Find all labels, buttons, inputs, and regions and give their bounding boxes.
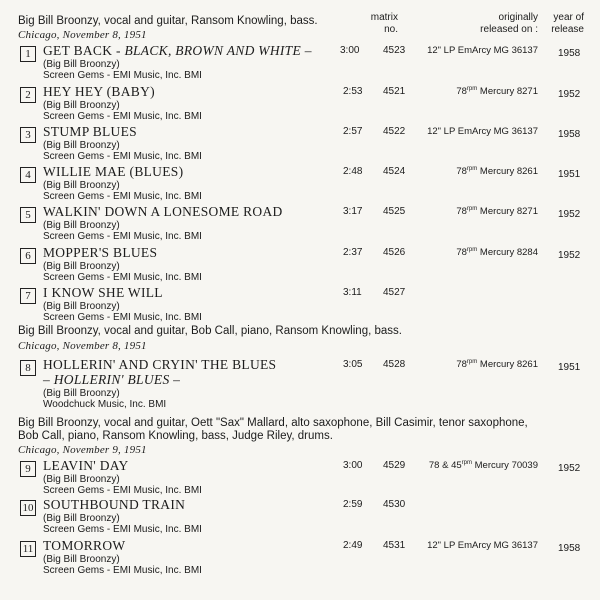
track-author: (Big Bill Broonzy) [43, 554, 120, 565]
release-format: 78 [456, 247, 467, 259]
track-author: (Big Bill Broonzy) [43, 301, 120, 312]
session-1-place: Chicago, November 8, 1951 [18, 29, 147, 41]
track-matrix: 4522 [383, 126, 406, 137]
track-matrix: 4525 [383, 206, 406, 217]
release-rpm: rpm [466, 166, 478, 172]
track-year: 1952 [558, 250, 581, 261]
track-release [400, 166, 538, 177]
track-title-main: TOMORROW [43, 538, 126, 553]
track-matrix: 4526 [383, 247, 406, 258]
track-title-main: I KNOW SHE WILL [43, 285, 163, 300]
track-publisher: Screen Gems - EMI Music, Inc. BMI [43, 111, 202, 122]
track-title-main: LEAVIN' DAY [43, 458, 129, 473]
track-title-main: GET BACK - [43, 43, 125, 58]
release-format: 78 [456, 359, 467, 371]
track-time: 2:48 [343, 166, 363, 177]
track-author: (Big Bill Broonzy) [43, 388, 120, 399]
track-title-main: HEY HEY (BABY) [43, 84, 155, 99]
track-release [400, 86, 538, 97]
release-format: 78 & 45 [428, 460, 462, 472]
session-2-personnel: Big Bill Broonzy, vocal and guitar, Bob Call, piano, Ransom Knowling, bass. [18, 325, 402, 337]
release-label: Mercury 8271 [477, 206, 538, 218]
track-number: 4 [20, 167, 36, 183]
track-author: (Big Bill Broonzy) [43, 513, 120, 524]
session-3-personnel-line1: Big Bill Broonzy, vocal and guitar, Oett "Sax" Mallard, alto saxophone, Bill Casimir, tenor saxophone, [18, 417, 528, 429]
matrix-header: matrix no. [370, 12, 398, 35]
track-title [43, 538, 125, 554]
track-time: 2:49 [343, 540, 363, 551]
track-author: (Big Bill Broonzy) [43, 180, 120, 191]
track-matrix: 4523 [383, 45, 406, 56]
track-number: 11 [20, 541, 36, 557]
track-title [43, 43, 312, 59]
track-year: 1952 [558, 209, 581, 220]
track-time: 2:37 [343, 247, 363, 258]
track-title-main: HOLLERIN' AND CRYIN' THE BLUES [43, 357, 277, 372]
track-title-main: MOPPER'S BLUES [43, 245, 158, 260]
track-title-alt: – HOLLERIN' BLUES – [43, 372, 181, 387]
track-year: 1951 [558, 169, 581, 180]
track-author: (Big Bill Broonzy) [43, 474, 120, 485]
release-format: 78 [456, 166, 467, 178]
track-title-main: WALKIN' DOWN A LONESOME ROAD [43, 204, 283, 219]
track-number: 9 [20, 461, 36, 477]
release-rpm: rpm [466, 86, 478, 92]
session-2-place: Chicago, November 8, 1951 [18, 340, 147, 352]
release-format: 12" LP EmArcy MG 36137 [427, 126, 538, 138]
track-time: 3:17 [343, 206, 363, 217]
session-1-personnel: Big Bill Broonzy, vocal and guitar, Ransom Knowling, bass. [18, 15, 318, 27]
track-title [43, 164, 183, 180]
release-rpm: rpm [461, 460, 472, 466]
track-author: (Big Bill Broonzy) [43, 59, 120, 70]
track-matrix: 4530 [383, 499, 406, 510]
track-title [43, 204, 283, 220]
track-year: 1958 [558, 129, 581, 140]
track-release [400, 45, 538, 56]
track-year: 1958 [558, 543, 581, 554]
track-publisher: Screen Gems - EMI Music, Inc. BMI [43, 485, 202, 496]
release-format: 78 [456, 86, 467, 98]
release-format: 12" LP EmArcy MG 36137 [427, 45, 538, 57]
release-label: Mercury 8284 [477, 247, 538, 259]
track-time: 3:05 [343, 359, 363, 370]
track-year: 1952 [558, 463, 581, 474]
track-title-main: WILLIE MAE (BLUES) [43, 164, 184, 179]
track-publisher: Woodchuck Music, Inc. BMI [43, 399, 167, 410]
track-author: (Big Bill Broonzy) [43, 261, 120, 272]
track-release [400, 540, 538, 551]
track-matrix: 4531 [383, 540, 406, 551]
track-publisher: Screen Gems - EMI Music, Inc. BMI [43, 70, 202, 81]
track-author: (Big Bill Broonzy) [43, 100, 120, 111]
track-publisher: Screen Gems - EMI Music, Inc. BMI [43, 565, 202, 576]
track-release [400, 460, 538, 471]
track-number: 2 [20, 87, 36, 103]
session-3-personnel-line2: Bob Call, piano, Ransom Knowling, bass, Judge Riley, drums. [18, 430, 333, 442]
track-matrix: 4528 [383, 359, 406, 370]
track-matrix: 4521 [383, 86, 406, 97]
track-time: 3:00 [340, 45, 360, 56]
track-time: 3:00 [343, 460, 363, 471]
track-title-main: SOUTHBOUND TRAIN [43, 497, 186, 512]
track-matrix: 4524 [383, 166, 406, 177]
release-format: 78 [456, 206, 467, 218]
track-number: 8 [20, 360, 36, 376]
track-title-alt-line [43, 372, 180, 388]
track-publisher: Screen Gems - EMI Music, Inc. BMI [43, 191, 202, 202]
track-release [400, 206, 538, 217]
release-label: Mercury 8261 [477, 359, 538, 371]
track-year: 1952 [558, 89, 581, 100]
track-title [43, 357, 276, 373]
track-title [43, 245, 157, 261]
track-author: (Big Bill Broonzy) [43, 220, 120, 231]
release-label: Mercury 8271 [477, 86, 538, 98]
track-publisher: Screen Gems - EMI Music, Inc. BMI [43, 151, 202, 162]
track-title [43, 497, 185, 513]
track-matrix: 4529 [383, 460, 406, 471]
release-label: Mercury 70039 [471, 460, 538, 472]
track-number: 6 [20, 248, 36, 264]
track-title [43, 458, 129, 474]
track-number: 5 [20, 207, 36, 223]
release-format: 12" LP EmArcy MG 36137 [427, 540, 538, 552]
track-publisher: Screen Gems - EMI Music, Inc. BMI [43, 272, 202, 283]
track-title [43, 84, 155, 100]
track-time: 2:59 [343, 499, 363, 510]
track-title [43, 124, 137, 140]
track-title [43, 285, 163, 301]
track-release [400, 247, 538, 258]
release-rpm: rpm [466, 359, 478, 365]
track-number: 10 [20, 500, 36, 516]
session-3-place: Chicago, November 9, 1951 [18, 444, 147, 456]
track-release [400, 126, 538, 137]
year-header: year of release [551, 12, 584, 35]
release-rpm: rpm [466, 247, 478, 253]
track-number: 7 [20, 288, 36, 304]
track-year: 1958 [558, 48, 581, 59]
track-title-main: STUMP BLUES [43, 124, 137, 139]
track-title-alt: BLACK, BROWN AND WHITE – [124, 43, 312, 58]
track-number: 3 [20, 127, 36, 143]
release-rpm: rpm [466, 206, 478, 212]
track-matrix: 4527 [383, 287, 406, 298]
track-publisher: Screen Gems - EMI Music, Inc. BMI [43, 231, 202, 242]
track-publisher: Screen Gems - EMI Music, Inc. BMI [43, 524, 202, 535]
track-author: (Big Bill Broonzy) [43, 140, 120, 151]
track-year: 1951 [558, 362, 581, 373]
track-time: 2:57 [343, 126, 363, 137]
track-release [400, 359, 538, 370]
track-time: 2:53 [343, 86, 363, 97]
release-header: originally released on : [480, 12, 538, 35]
track-publisher: Screen Gems - EMI Music, Inc. BMI [43, 312, 202, 323]
track-number: 1 [20, 46, 36, 62]
release-label: Mercury 8261 [477, 166, 538, 178]
track-time: 3:11 [343, 287, 362, 298]
